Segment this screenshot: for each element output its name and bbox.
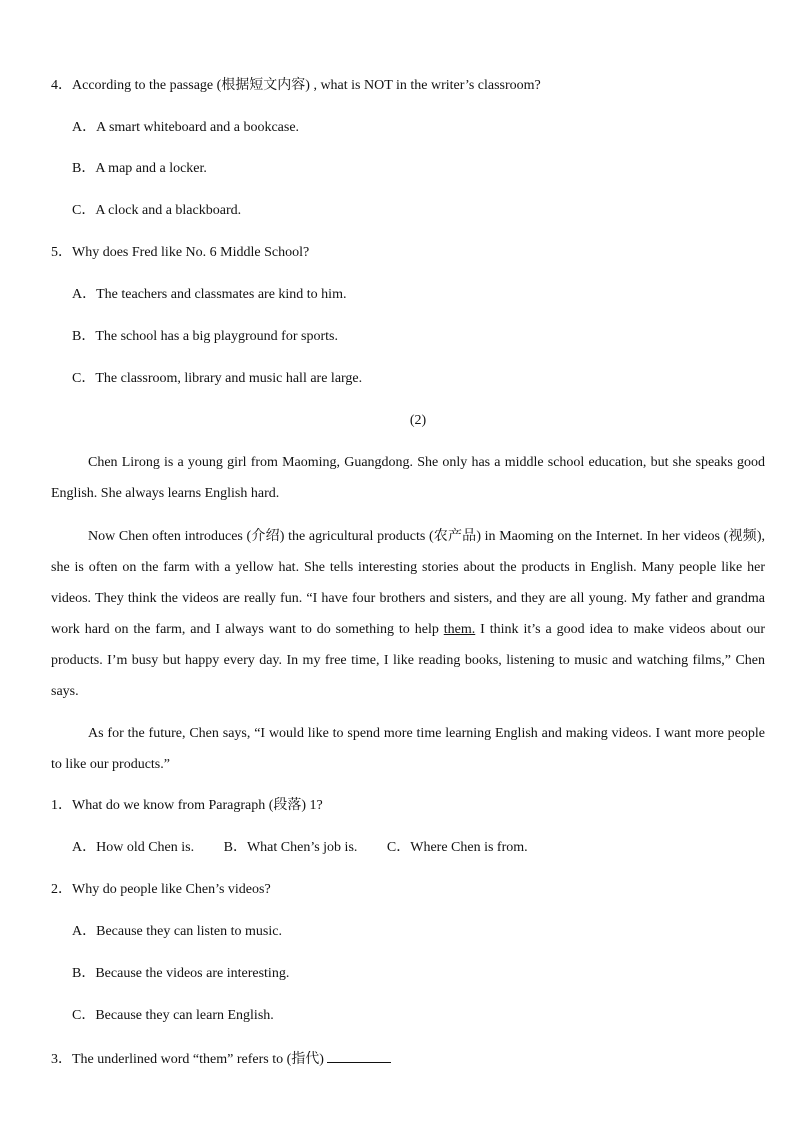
section-heading: (2) — [409, 413, 427, 428]
question-text: According to the passage (根据短文内容) , what is NOT in the writer’s classroom? — [72, 78, 541, 93]
q1-option-b: B．What Chen’s job is. — [223, 840, 358, 855]
q1-option-c: C．Where Chen is from. — [386, 840, 528, 855]
q4-option-a: A．A smart whiteboard and a bookcase. — [72, 120, 300, 135]
q5-option-a: A．The teachers and classmates are kind to him. — [72, 287, 347, 302]
passage-paragraph-3: As for the future, Chen says, “I would like to spend more time learning English and making videos. I want more people to like our products.” — [51, 726, 765, 772]
question-3 — [51, 1048, 391, 1070]
paragraph-text: I think it’s a good idea to make videos about our products. I’m busy but happy every day. In my free time, I like reading books, listening to music and watching films,” Chen says. — [51, 622, 765, 699]
question-2 — [51, 880, 271, 900]
question-5 — [51, 243, 309, 263]
q2-option-a: A．Because they can listen to music. — [72, 924, 282, 939]
question-text: What do we know from Paragraph (段落) 1? — [72, 798, 323, 813]
q2-option-c: C．Because they can learn English. — [72, 1008, 274, 1023]
question-number: 3． — [51, 1052, 72, 1067]
q4-option-b: B．A map and a locker. — [72, 161, 207, 176]
question-number: 2． — [51, 882, 72, 897]
question-1 — [51, 796, 323, 816]
paragraph-text: Now Chen often introduces (介绍) the agricultural products (农产品) in Maoming on the Internet. In her videos (视频), she is often on the farm with a yellow hat. She tells interesting stories about the products in English. Many people like her videos. They think the videos are really fun. “I have four brothers and sisters, and they are all young. My father and grandma work hard on the farm, and I always want to do something to help — [51, 529, 765, 637]
passage-paragraph-1: Chen Lirong is a young girl from Maoming, Guangdong. She only has a middle school education, but she speaks good English. She always learns English hard. — [51, 455, 765, 501]
q5-option-c: C．The classroom, library and music hall are large. — [72, 371, 363, 386]
question-number: 1． — [51, 798, 72, 813]
q1-options-row — [72, 838, 554, 858]
underlined-word: them. — [443, 622, 476, 637]
question-4 — [51, 76, 541, 96]
question-text: Why do people like Chen’s videos? — [72, 882, 271, 897]
question-text: Why does Fred like No. 6 Middle School? — [72, 245, 310, 260]
q2-option-b: B．Because the videos are interesting. — [72, 966, 290, 981]
passage-paragraph-2 — [51, 521, 765, 707]
question-number: 5． — [51, 245, 72, 260]
q5-option-b: B．The school has a big playground for sports. — [72, 329, 338, 344]
answer-blank[interactable] — [327, 1048, 391, 1063]
question-text: The underlined word “them” refers to (指代) — [72, 1052, 324, 1067]
q1-option-a: A．How old Chen is. — [72, 840, 195, 855]
q4-option-c: C．A clock and a blackboard. — [72, 203, 242, 218]
question-number: 4． — [51, 78, 72, 93]
